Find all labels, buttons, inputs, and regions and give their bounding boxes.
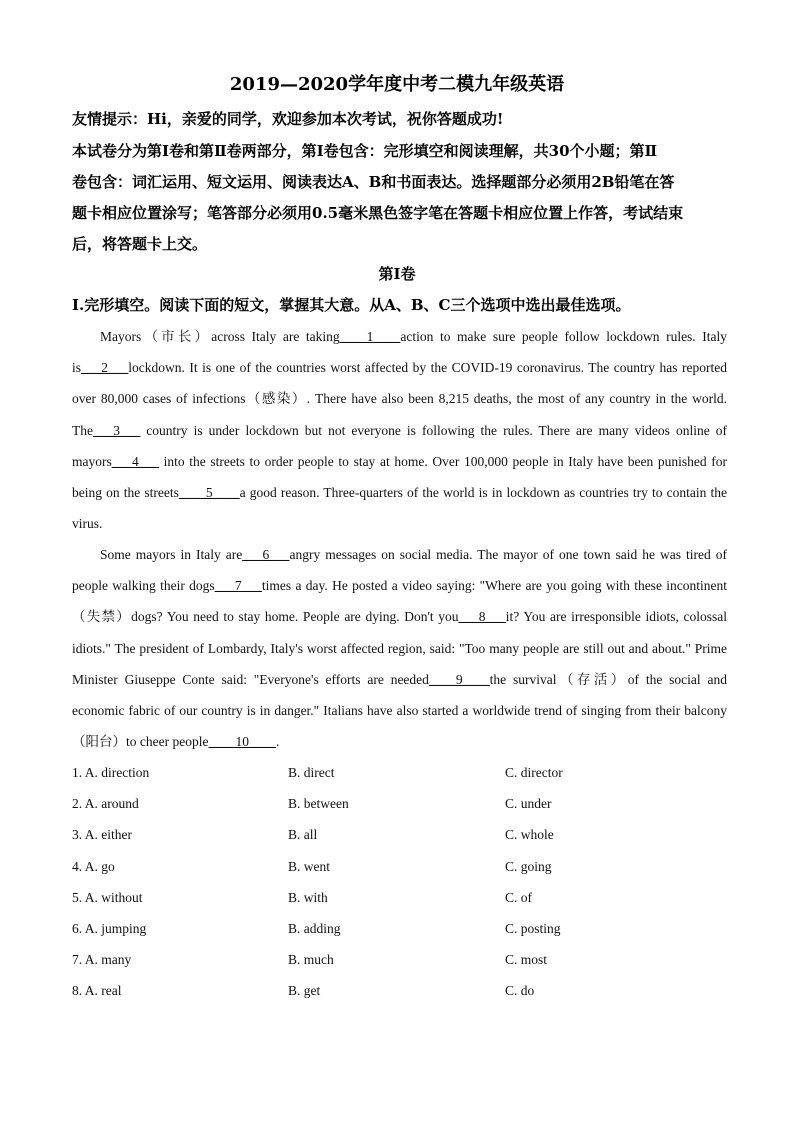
option-c[interactable]: C. of bbox=[505, 890, 532, 905]
blank-7: ___7___ bbox=[214, 578, 262, 594]
passage-text: angry messages on social media. The mayor of one town said he was tired of people walking their dogs bbox=[72, 547, 731, 594]
option-a[interactable]: 7. A. many bbox=[72, 952, 132, 967]
option-b[interactable]: B. went bbox=[288, 859, 330, 874]
option-c[interactable]: C. posting bbox=[505, 921, 561, 936]
option-c[interactable]: C. most bbox=[505, 952, 548, 967]
cloze-instruction: I.完形填空。阅读下面的短文，掌握其大意。从A、B、C三个选项中选出最佳选项。 bbox=[72, 296, 631, 314]
option-c[interactable]: C. whole bbox=[505, 827, 554, 842]
passage-text: it? You are irresponsible idiots, colossal idiots." The president of Lombardy, Italy's worst affected region, said: "Too many people are still out and about." Prime Minister Giuseppe Conte said: "Everyone's efforts are needed bbox=[72, 609, 731, 687]
option-row-5 bbox=[72, 890, 732, 910]
blank-2: ___2___ bbox=[81, 360, 129, 376]
passage-text: country is under lockdown but not everyone is following the rules. There are many videos online of mayors bbox=[72, 422, 731, 469]
option-a[interactable]: 8. A. real bbox=[72, 983, 122, 998]
option-row-1 bbox=[72, 765, 732, 785]
passage-text: Mayors（市长）across Italy are taking bbox=[100, 329, 340, 344]
passage-paragraph-1 bbox=[72, 321, 731, 539]
passage-text: action to make sure people follow lockdown rules. Italy is bbox=[72, 329, 731, 376]
passage-text: lockdown. It is one of the countries worst affected by the COVID-19 coronavirus. The country has reported over 80,000 cases of infections（感染）. There have also been 8,215 deaths, the most of any country in the world. The bbox=[72, 360, 731, 438]
blank-1: ____1____ bbox=[339, 329, 401, 344]
exam-title: 2019—2020学年度中考二模九年级英语 bbox=[229, 74, 565, 95]
option-b[interactable]: B. adding bbox=[288, 921, 341, 936]
option-b[interactable]: B. much bbox=[288, 952, 334, 967]
option-b[interactable]: B. all bbox=[288, 827, 318, 842]
passage-paragraph-2 bbox=[72, 539, 731, 757]
passage-text: a good reason. Three-quarters of the world is in lockdown as countries try to contain the virus. bbox=[72, 485, 731, 532]
intro-line: 题卡相应位置涂写；笔答部分必须用0.5毫米黑色签字笔在答题卡相应位置上作答，考试结束 bbox=[72, 204, 684, 222]
option-a[interactable]: 2. A. around bbox=[72, 796, 139, 811]
option-c[interactable]: C. going bbox=[505, 859, 552, 874]
passage-text: . bbox=[275, 734, 280, 750]
blank-6: ___6___ bbox=[242, 547, 290, 562]
option-a[interactable]: 4. A. go bbox=[72, 859, 115, 874]
intro-line: 卷包含：词汇运用、短文运用、阅读表达A、B和书面表达。选择题部分必须用2B铅笔在答 bbox=[72, 173, 675, 191]
intro-line: 本试卷分为第Ⅰ卷和第Ⅱ卷两部分，第Ⅰ卷包含：完形填空和阅读理解，共30个小题；第Ⅱ bbox=[72, 142, 658, 160]
option-c[interactable]: C. director bbox=[505, 765, 563, 780]
passage-text: the survival（存活）of the social and economic fabric of our country is in danger." Italians have also started a worldwide trend of singing from their balcony（阳台）to cheer people bbox=[72, 671, 731, 750]
option-b[interactable]: B. with bbox=[288, 890, 328, 905]
option-row-6 bbox=[72, 921, 732, 941]
passage-text: times a day. He posted a video saying: "Where are you going with these incontinent（失禁）dogs? You need to stay home. People are dying. Don't you bbox=[72, 578, 727, 625]
option-a[interactable]: 3. A. either bbox=[72, 827, 132, 842]
option-a[interactable]: 6. A. jumping bbox=[72, 921, 147, 936]
option-b[interactable]: B. between bbox=[288, 796, 349, 811]
option-b[interactable]: B. get bbox=[288, 983, 321, 998]
section-title: 第Ⅰ卷 bbox=[378, 265, 416, 283]
blank-10: ____10____ bbox=[208, 734, 276, 750]
option-a[interactable]: 5. A. without bbox=[72, 890, 143, 905]
option-c[interactable]: C. under bbox=[505, 796, 552, 811]
passage-text: into the streets to order people to stay at home. Over 100,000 people in Italy have been punished for being on the streets bbox=[72, 453, 731, 501]
option-row-8 bbox=[72, 983, 732, 1003]
option-row-3 bbox=[72, 827, 732, 847]
passage-text: Some mayors in Italy are bbox=[100, 547, 243, 562]
option-row-4 bbox=[72, 859, 732, 879]
blank-4: ___4___ bbox=[111, 453, 159, 469]
blank-9: ____9____ bbox=[428, 671, 490, 687]
option-c[interactable]: C. do bbox=[505, 983, 535, 998]
option-row-2 bbox=[72, 796, 732, 816]
intro-line: 后，将答题卡上交。 bbox=[72, 235, 208, 253]
blank-8: ___8___ bbox=[458, 609, 506, 625]
blank-3: ___3___ bbox=[93, 422, 141, 438]
option-row-7 bbox=[72, 952, 732, 972]
blank-5: ____5____ bbox=[178, 485, 240, 501]
option-b[interactable]: B. direct bbox=[288, 765, 335, 780]
intro-line: 友情提示：Hi，亲爱的同学，欢迎参加本次考试，祝你答题成功! bbox=[72, 110, 504, 128]
option-a[interactable]: 1. A. direction bbox=[72, 765, 150, 780]
